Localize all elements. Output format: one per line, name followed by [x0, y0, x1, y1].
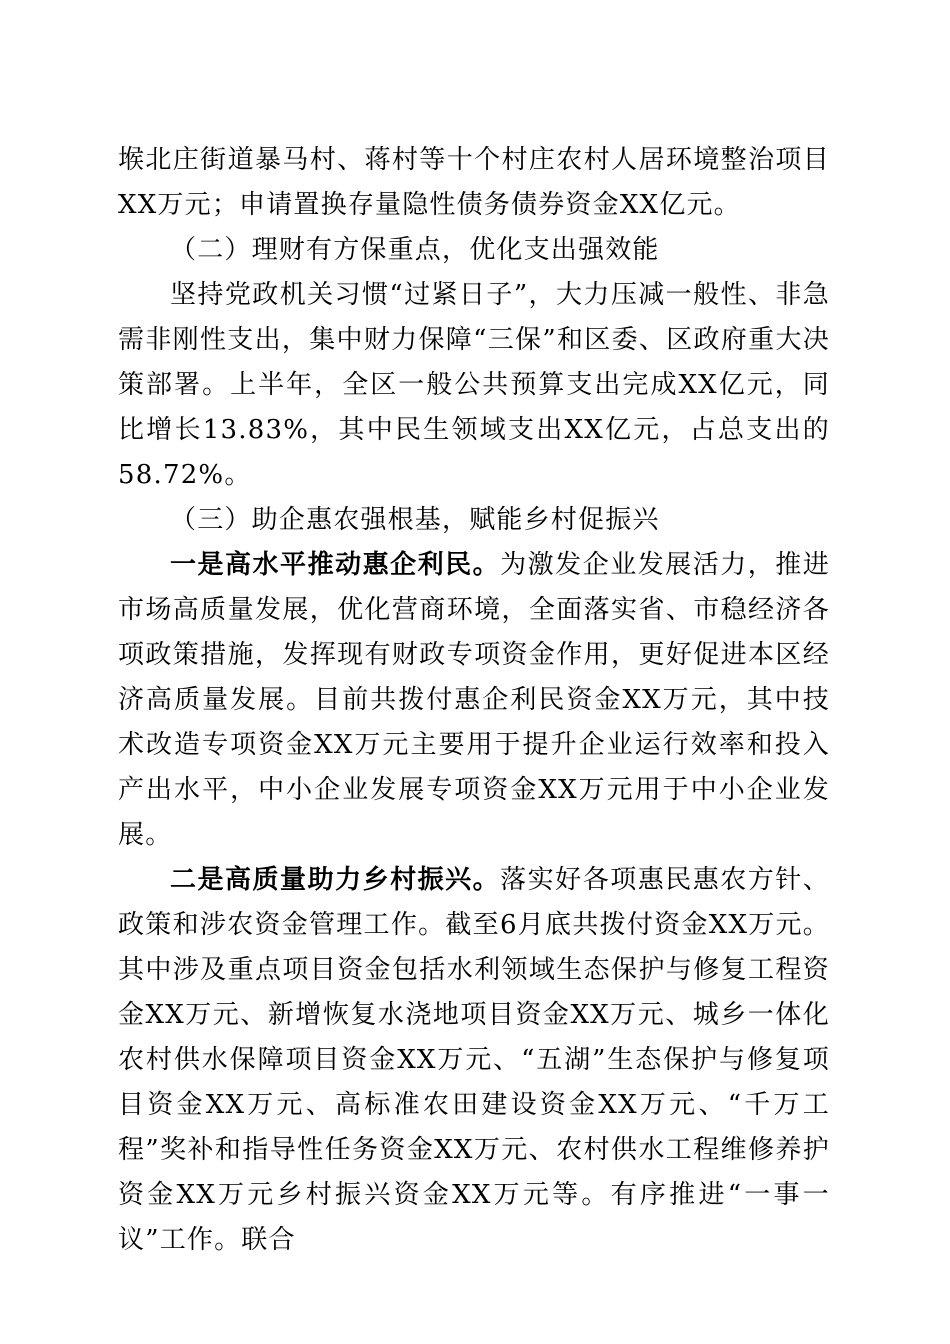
paragraph-rural-revitalization [118, 858, 830, 1263]
paragraph-text: 落实好各项惠民惠农方针、政策和涉农资金管理工作。截至6月底共拨付资金XX万元。其中涉及重点项目资金包括水利领域生态保护与修复工程资金XX万元、新增恢复水浇地项目资金XX万元、城乡一体化农村供水保障项目资金XX万元、“五湖”生态保护与修复项目资金XX万元、高标准农田建设资金XX万元、“千万工程”奖补和指导性任务资金XX万元、农村供水工程维修养护资金XX万元乡村振兴资金XX万元等。有序推进“一事一议”工作。联合 [118, 865, 830, 1255]
paragraph-continued: 堠北庄街道暴马村、蒋村等十个村庄农村人居环境整治项目XX万元；申请置换存量隐性债务债券资金XX亿元。 [118, 145, 830, 220]
section-heading-3: （三）助企惠农强根基，赋能乡村促振兴 [170, 505, 660, 535]
paragraph-expenditure: 坚持党政机关习惯“过紧日子”，大力压减一般性、非急需非刚性支出，集中财力保障“三保”和区委、区政府重大决策部署。上半年，全区一般公共预算支出完成XX亿元，同比增长13.83%，其中民生领域支出XX亿元，占总支出的58.72%。 [118, 280, 830, 490]
paragraph-lead-bold: 一是高水平推动惠企利民。 [170, 550, 501, 580]
section-heading-2: （二）理财有方保重点，优化支出强效能 [170, 235, 660, 265]
paragraph-enterprise-support [118, 543, 830, 858]
paragraph-lead-bold: 二是高质量助力乡村振兴。 [170, 865, 501, 895]
paragraph-text: 为激发企业发展活力，推进市场高质量发展，优化营商环境，全面落实省、市稳经济各项政策措施，发挥现有财政专项资金作用，更好促进本区经济高质量发展。目前共拨付惠企利民资金XX万元，其中技术改造专项资金XX万元主要用于提升企业运行效率和投入产出水平，中小企业发展专项资金XX万元用于中小企业发展。 [118, 550, 830, 850]
document-body [118, 138, 830, 1263]
